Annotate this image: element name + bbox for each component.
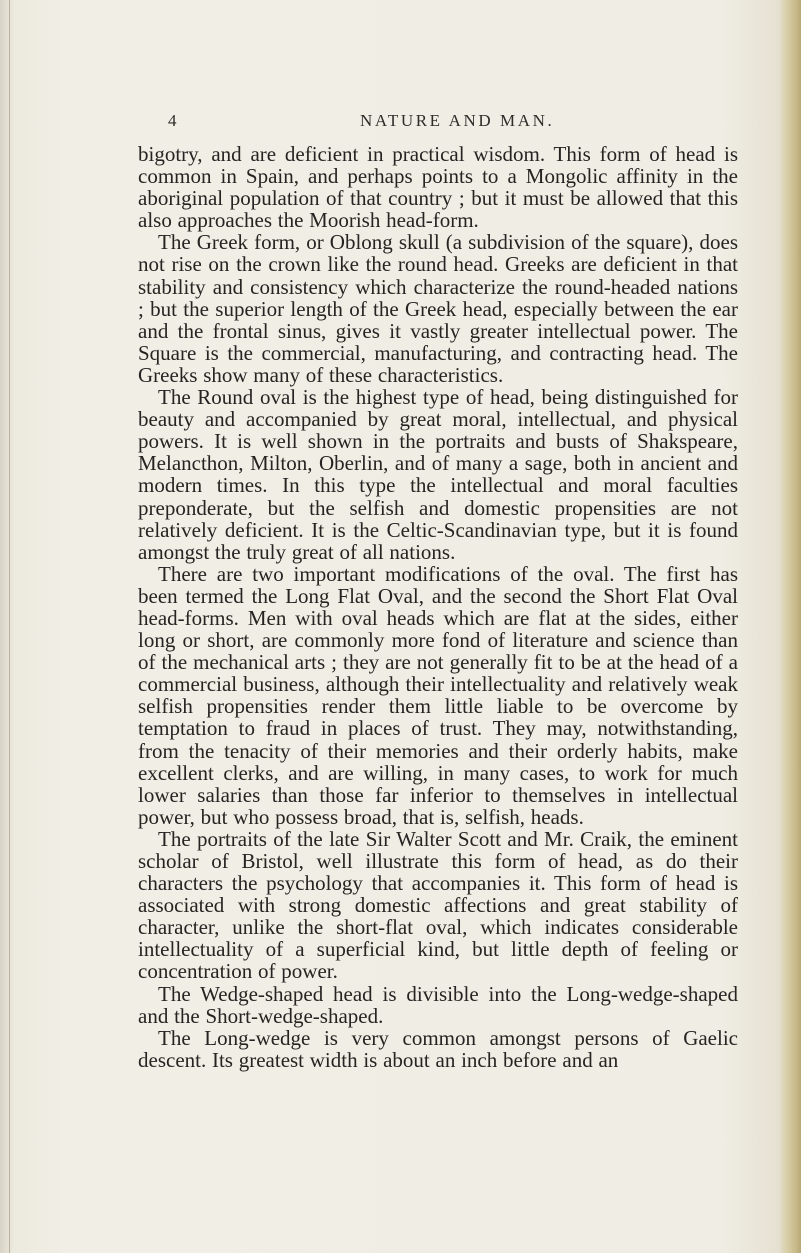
page-number: 4 (168, 111, 177, 130)
paragraph: The Round oval is the highest type of head, being distinguished for beauty and accompanied by great moral, intellectual, and physical powers. It is well shown in the portraits and busts of Shakspeare, Melancthon, Milton, Oberlin, and of many a sage, both in ancient and modern times. In this type the intellectual and moral faculties preponderate, but the selfish and domestic propensities are not relatively deficient. It is the Celtic-Scandinavian type, but it is found amongst the truly great of all nations. (138, 385, 738, 564)
page-foxed-edge (779, 0, 801, 1253)
paragraph: There are two important modifications of the oval. The first has been termed the Long Flat Oval, and the second the Short Flat Oval head-forms. Men with oval heads which are flat at the sides, either long or short, are commonly more fond of literature and science than of the mechanical arts ; they are not generally fit to be at the head of a commercial business, although their intellectuality and relatively weak selfish propensities render them little liable to be overcome by temptation to fraud in places of trust. They may, notwithstanding, from the tenacity of their memories and their orderly habits, make excellent clerks, and are willing, in many cases, to work for much lower salaries than those far inferior to themselves in intellectual power, but who possess broad, that is, selfish, heads. (138, 561, 738, 829)
paragraph: The Greek form, or Oblong skull (a subdivision of the square), does not rise on the crown like the round head. Greeks are deficient in that stability and consistency which characterize the round-headed nations ; but the superior length of the Greek head, especially between the ear and the frontal sinus, gives it vastly greater intellectual power. The Square is the commercial, manufacturing, and contracting head. The Greeks show many of these characteristics. (138, 230, 738, 387)
body-text (138, 143, 738, 1071)
paragraph: The portraits of the late Sir Walter Scott and Mr. Craik, the eminent scholar of Bristol, well illustrate this form of head, as do their characters the psychology that accompanies it. This form of head is associated with strong domestic affections and great stability of character, unlike the short-flat oval, which indicates considerable intellectuality of a superficial kind, but little depth of feeling or concentration of power. (138, 826, 738, 984)
page-edge-line (9, 0, 10, 1253)
paragraph: The Long-wedge is very common amongst persons of Gaelic descent. Its greatest width is about an inch before and an (138, 1025, 738, 1072)
running-title: NATURE AND MAN. (360, 111, 555, 130)
paragraph: bigotry, and are deficient in practical wisdom. This form of head is common in Spain, and perhaps points to a Mongolic affinity in the aboriginal population of that country ; but it must be allowed that this also approaches the Moorish head-form. (138, 142, 738, 233)
paragraph: The Wedge-shaped head is divisible into the Long-wedge-shaped and the Short-wedge-shaped. (138, 981, 738, 1028)
page-gutter-shadow (0, 0, 14, 1253)
